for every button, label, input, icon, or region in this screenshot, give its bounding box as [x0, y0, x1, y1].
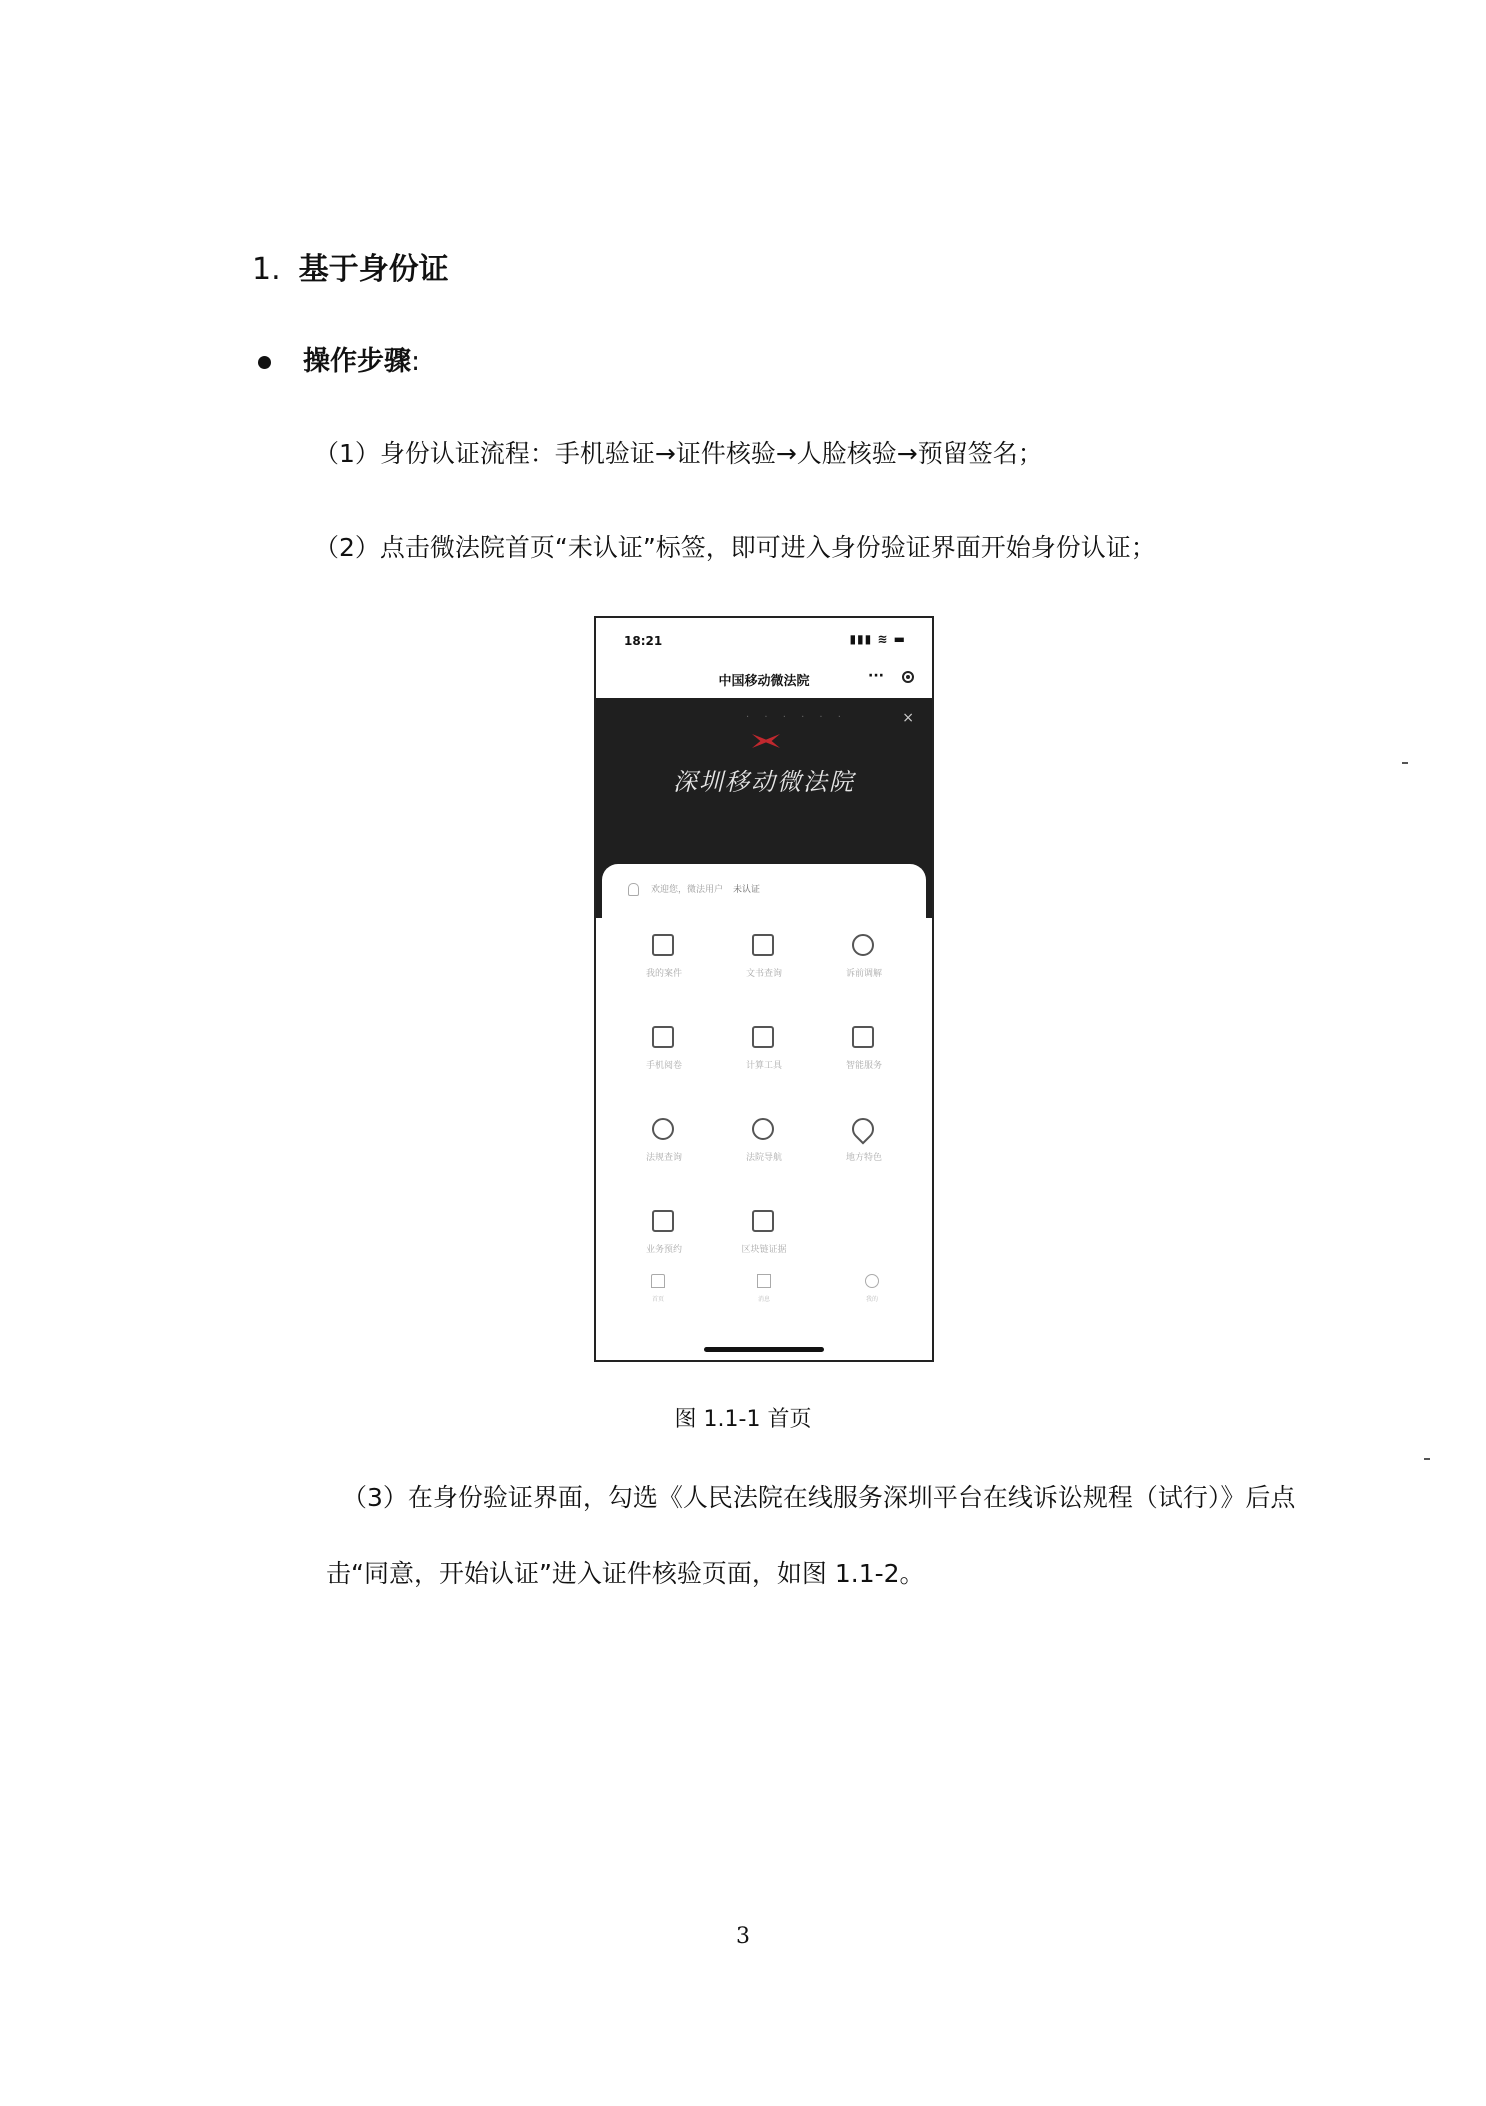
figure-caption: 图 1.1-1 首页 — [674, 1407, 812, 1432]
smart-service-icon — [852, 1026, 874, 1048]
more-menu-icon: ··· — [868, 668, 884, 684]
grid-item-mediation — [814, 922, 914, 1002]
user-avatar-icon — [628, 883, 639, 896]
grid-label: 手机阅卷 — [645, 1061, 682, 1071]
steps-bullet — [258, 340, 420, 384]
close-miniapp-icon — [902, 671, 914, 683]
message-icon — [757, 1274, 771, 1288]
court-navigation-icon — [752, 1118, 774, 1140]
grid-item-mobile-file — [614, 1014, 714, 1094]
user-icon — [865, 1274, 879, 1288]
tab-message — [734, 1270, 794, 1303]
section-heading — [252, 248, 449, 292]
law-search-icon — [652, 1118, 674, 1140]
grid-item-court-navigation — [714, 1106, 814, 1186]
home-icon — [651, 1274, 665, 1288]
grid-label: 法院导航 — [745, 1153, 782, 1163]
grid-item-blockchain — [714, 1198, 814, 1278]
nav-title: 中国移动微法院 — [718, 674, 810, 689]
page-number: 3 — [736, 1924, 750, 1949]
grid-label: 智能服务 — [845, 1061, 882, 1071]
phone-screenshot — [594, 616, 934, 1362]
document-search-icon — [752, 934, 774, 956]
steps-label: 操作步骤 — [303, 346, 411, 377]
scan-speck — [1402, 762, 1408, 764]
tab-home — [628, 1270, 688, 1303]
bullet-dot-icon — [258, 356, 271, 369]
case-book-icon — [652, 934, 674, 956]
phone-status-bar — [596, 618, 932, 658]
grid-label: 我的案件 — [645, 969, 682, 979]
grid-item-calculator — [714, 1014, 814, 1094]
grid-label: 业务预约 — [645, 1245, 682, 1255]
grid-label: 文书查询 — [745, 969, 782, 979]
unverified-badge: 未认证 — [733, 885, 761, 895]
phone-nav-bar — [596, 658, 932, 698]
paragraph-step-3-continued: 击“同意，开始认证”进入证件核验页面，如图 1.1-2。 — [326, 1559, 925, 1588]
banner-title: 深圳移动微法院 — [673, 768, 855, 796]
grid-item-smart-service — [814, 1014, 914, 1094]
user-greeting: 欢迎您，微法用户 — [651, 885, 724, 895]
grid-label: 计算工具 — [745, 1061, 782, 1071]
tab-mine — [842, 1270, 902, 1303]
tab-label: 我的 — [865, 1296, 878, 1303]
banner-dots: · · · · · · — [746, 712, 847, 723]
appointment-icon — [652, 1210, 674, 1232]
phone-tab-bar — [602, 1270, 926, 1314]
section-title: 基于身份证 — [298, 252, 449, 287]
local-feature-icon — [847, 1113, 878, 1144]
section-number: 1. — [252, 252, 281, 287]
grid-label: 诉前调解 — [845, 969, 882, 979]
grid-item-local-feature — [814, 1106, 914, 1186]
tab-label: 消息 — [757, 1296, 770, 1303]
grid-label: 法规查询 — [645, 1153, 682, 1163]
close-icon: × — [902, 710, 914, 726]
mobile-file-icon — [652, 1026, 674, 1048]
paragraph-step-3: （3）在身份验证界面，勾选《人民法院在线服务深圳平台在线诉讼规程（试行）》后点 — [342, 1483, 1296, 1512]
steps-colon: : — [411, 346, 421, 377]
status-time: 18:21 — [624, 634, 663, 648]
home-indicator — [704, 1347, 824, 1352]
tab-label: 首页 — [651, 1296, 664, 1303]
scan-speck — [1424, 1458, 1430, 1460]
grid-item-law-search — [614, 1106, 714, 1186]
grid-item-appointment — [614, 1198, 714, 1278]
grid-item-my-cases — [614, 922, 714, 1002]
grid-item-document-search — [714, 922, 814, 1002]
service-card — [602, 864, 926, 1334]
paragraph-step-1: （1）身份认证流程：手机验证→证件核验→人脸核验→预留签名； — [314, 439, 1043, 468]
blockchain-icon — [752, 1210, 774, 1232]
grid-label: 地方特色 — [845, 1153, 882, 1163]
user-row — [628, 882, 760, 896]
mediation-people-icon — [852, 934, 874, 956]
calculator-icon — [752, 1026, 774, 1048]
status-signal-wifi-battery-icon: ▮▮▮ ≋ ▬ — [849, 632, 906, 646]
court-emblem-icon — [752, 734, 780, 748]
paragraph-step-2: （2）点击微法院首页“未认证”标签，即可进入身份验证界面开始身份认证； — [314, 533, 1156, 562]
grid-label: 区块链证据 — [741, 1245, 787, 1255]
